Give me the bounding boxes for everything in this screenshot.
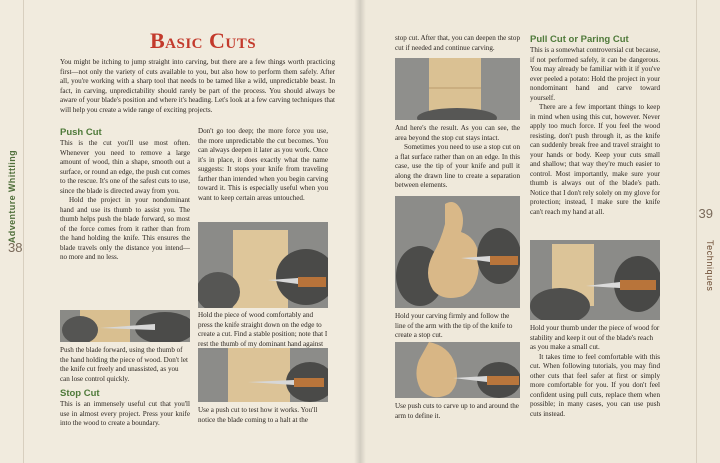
pull-cut-photo [530, 240, 660, 320]
push-cut-section [60, 127, 190, 263]
push-cut-heading: Push Cut [60, 127, 102, 138]
stop-cut-caption-1: Hold the piece of wood comfortably and press the knife straight down on the edge to create a cut. Find a stable position; note that I rest the thumb of my dominant hand against [198, 311, 328, 348]
stop-cut-heading: Stop Cut [60, 388, 100, 399]
page-number-right: 39 [698, 206, 713, 221]
intro-paragraph [60, 58, 335, 115]
pull-cut-paragraph-2: There are a few important things to keep in mind when using this cut, however. Never apply too much force. If you feel the wood resisting, don't push through it, as the knife can suddenly break free and travel straight to your hands or body. Keep your cuts small and shallow; that way they're much easier to control. Most importantly, make sure your thumb is always out of the blade's path. Notice that I don't rely solely on my glove for protection; instead, I make sure the knife can't reach my hand at all. [530, 103, 660, 216]
push-cut-paragraph-2: Hold the project in your nondominant hand and use its thumb to assist you. The thumb helps push the blade forward, so most of the force comes from it rather than from the hand holding the knife. This ensures the blade travels only the distance you intend—no more and no less. [60, 196, 190, 261]
intro-text: You might be itching to jump straight into carving, but there are a few things worth practicing first—not only the variety of cuts available to you, but also how to perform them safely. After all, you're working with a sharp tool that needs to be tamed like a wild, unpredictable beast. In fact, in carving, unpredictability should rarely be part of the process. You should always be aware of your blade's position and where it's heading. Let's look at a few carving techniques that will help you create a wide range of exciting projects. [60, 58, 335, 114]
stop-cut-section [60, 388, 190, 429]
col3-paragraphs [395, 124, 520, 191]
pull-cut-caption: Hold your thumb under the piece of wood for stability and keep it out of the blade's reach as you make a small cut. [530, 324, 660, 351]
push-cut-caption: Push the blade forward, using the thumb of the hand holding the piece of wood. Don't let the knife cut freely and unassisted, as you can lose control quickly. [60, 346, 188, 383]
col3-top-text: stop cut. After that, you can deepen the stop cut if needed and continue carving. [395, 34, 520, 52]
col3-paragraph-1: And here's the result. As you can see, the area beyond the stop cut stays intact. [395, 124, 520, 142]
push-cut-paragraph-1: This is the cut you'll use most often. Whenever you need to remove a large amount of wood, thin a shape, smooth out a surface, or round an edge, the push cut comes to the rescue. It's one of the safest cuts to use, since the blade is directed away from you. [60, 139, 190, 195]
pull-cut-heading: Pull Cut or Paring Cut [530, 34, 629, 45]
pull-cut-section [530, 34, 660, 217]
rabbit-caption-1: Hold your carving firmly and follow the line of the arm with the tip of the knife to create a stop cut. [395, 312, 513, 339]
left-margin-rule [23, 0, 24, 463]
stop-cut-caption-2: Use a push cut to test how it works. You'll notice the blade coming to a halt at the [198, 406, 318, 424]
rabbit-push-cut-photo [395, 342, 520, 398]
stop-cut-photo-2 [198, 348, 328, 402]
col2-paragraph: Don't go too deep; the more force you use, the more unpredictable the cut becomes. You can always deepen it later as you work. Once it's in place, it does exactly what the name suggests: It stops your knife from traveling farther than intended when you begin carving toward it. This is especially useful when you want to keep certain areas untouched. [198, 127, 328, 202]
col3-paragraph-2: Sometimes you need to use a stop cut on a flat surface rather than on an edge. In this case, use the tip of your knife and pull it along the drawn line to create a separation between elements. [395, 143, 520, 189]
pull-cut-lower [530, 324, 660, 419]
section-tab-right: Techniques [705, 240, 715, 292]
page-title: Basic Cuts [150, 28, 257, 53]
page-number-left: 38 [8, 240, 23, 255]
book-gutter [354, 0, 366, 463]
push-cut-photo [60, 310, 190, 342]
stop-cut-photo-1 [198, 222, 328, 308]
pull-cut-paragraph-3: It takes time to feel comfortable with this cut. When following tutorials, you may find other cuts that feel safer at first or simply more comfortable for you. If you don't feel confident using pull cuts, replace them when possible; in many cases, you can use push cuts instead. [530, 352, 660, 418]
right-margin-rule [696, 0, 697, 463]
stop-cut-result-photo [395, 58, 520, 120]
rabbit-caption-2: Use push cuts to carve up to and around the arm to define it. [395, 402, 519, 420]
rabbit-stop-cut-photo [395, 196, 520, 308]
pull-cut-paragraph-1: This is a somewhat controversial cut because, if not performed safely, it can be dangerous. You may already be familiar with it if you've ever peeled a potato: Hold the project in your nondominant hand and carve toward yourself. [530, 46, 660, 102]
stop-cut-paragraph: This is an immensely useful cut that you'll use in almost every project. Press your knife into the wood to create a boundary. [60, 400, 190, 427]
section-tab-left: Adventure Whittling [7, 150, 17, 244]
